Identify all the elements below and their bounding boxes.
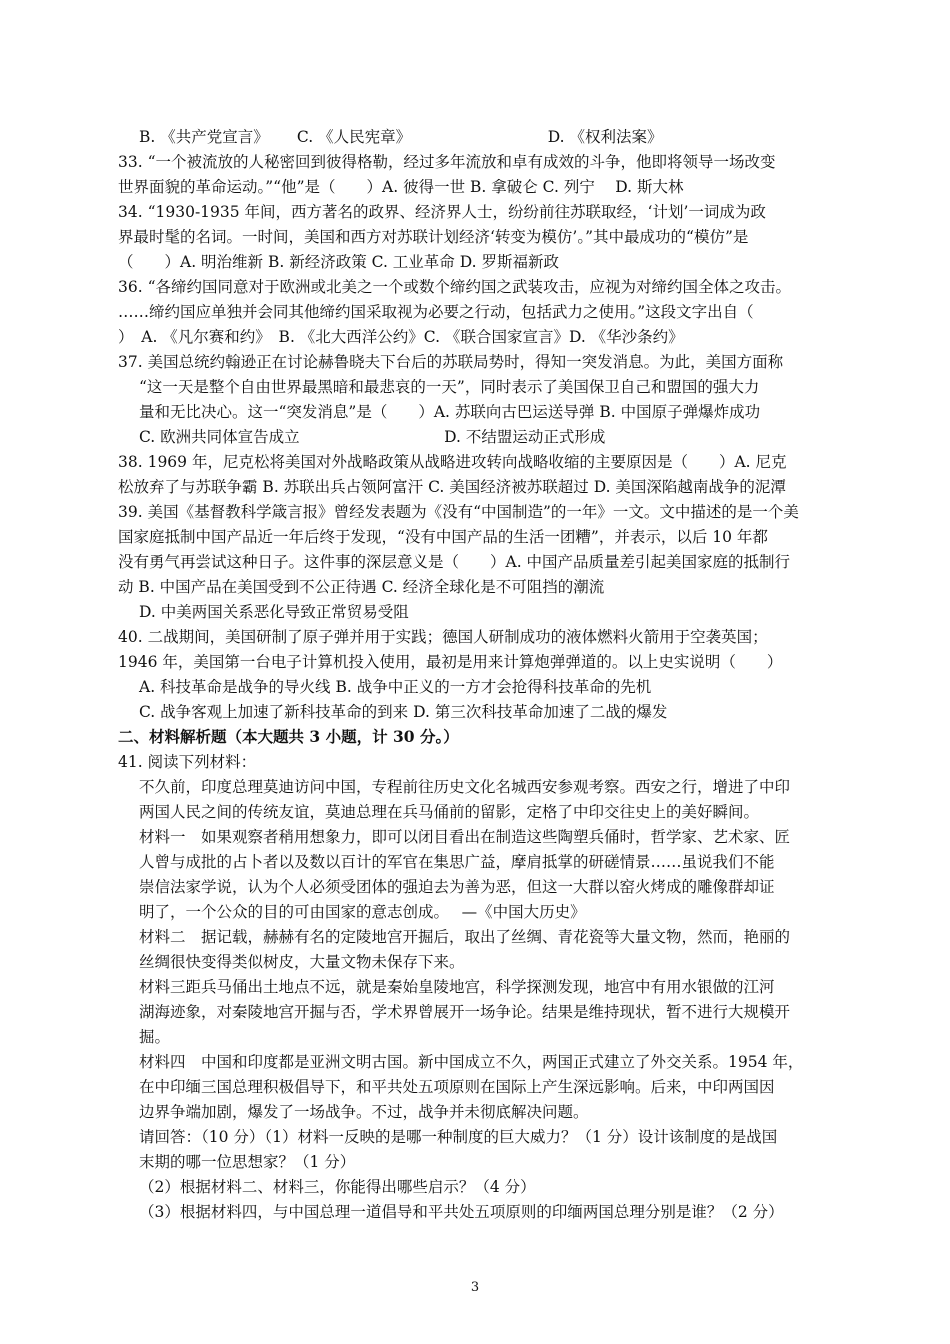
material-three: 材料三距兵马俑出土地点不远，就是秦始皇陵地宫，科学探测发现，地宫中有用水银做的江河 [139,978,775,996]
q34-text: 界最时髦的名词。一时间，美国和西方对苏联计划经济‘转变为模仿’。”其中最成功的“模仿”是 [118,228,749,246]
q41-question: 末期的哪一位思想家？（1 分） [139,1153,356,1171]
material-three: 掘。 [139,1028,171,1046]
material-four: 材料四 中国和印度都是亚洲文明古国。新中国成立不久，两国正式建立了外交关系。1954 年， [139,1053,804,1071]
material-two: 材料二 据记载，赫赫有名的定陵地宫开掘后，取出了丝绸、青花瓷等大量文物，然而，艳丽的 [139,928,791,946]
q39-options: 动 B. 中国产品在美国受到不公正待遇 C. 经济全球化是不可阻挡的潮流 [118,578,605,596]
q40-text: 1946 年，美国第一台电子计算机投入使用，最初是用来计算炮弹弹道的。以上史实说明（ ） [118,653,783,671]
q39-text: 没有勇气再尝试这种日子。这件事的深层意义是（ ）A. 中国产品质量差引起美国家庭的抵制行 [118,553,791,571]
material-intro: 两国人民之间的传统友谊，莫迪总理在兵马俑前的留影，定格了中印交往史上的美好瞬间。 [139,803,760,821]
q40-text: 40. 二战期间，美国研制了原子弹并用于实践；德国人研制成功的液体燃料火箭用于空袭英国； [118,628,768,646]
material-three: 湖海迹象，对秦陵地宫开掘与否，学术界曾展开一场争论。结果是维持现状，暂不进行大规模开 [139,1003,791,1021]
q41-heading: 41. 阅读下列材料： [118,753,257,771]
q38-options: 松放弃了与苏联争霸 B. 苏联出兵占领阿富汗 C. 美国经济被苏联超过 D. 美国深陷越南战争的泥潭 [118,478,786,496]
q36-text: ……缔约国应单独并会同其他缔约国采取视为必要之行动，包括武力之使用。”这段文字出自（ [118,303,754,321]
q40-options: C. 战争客观上加速了新科技革命的到来 D. 第三次科技革命加速了二战的爆发 [139,703,668,721]
q36-text: 36. “各缔约国同意对于欧洲或北美之一个或数个缔约国之武装攻击，应视为对缔约国全体之攻击。 [118,278,792,296]
material-one: 人曾与成批的占卜者以及数以百计的军官在集思广益，摩肩抵掌的研磋情景……虽说我们不能 [139,853,775,871]
material-one: 明了，一个公众的目的可由国家的意志创成。 —《中国大历史》 [139,903,586,921]
q34-options: （ ）A. 明治维新 B. 新经济政策 C. 工业革命 D. 罗斯福新政 [118,253,559,271]
material-one: 材料一 如果观察者稍用想象力，即可以闭目看出在制造这些陶塑兵俑时，哲学家、艺术家、匠 [139,828,791,846]
q40-options: A. 科技革命是战争的导火线 B. 战争中正义的一方才会抢得科技革命的先机 [139,678,652,696]
q41-question: 请回答：（10 分）（1）材料一反映的是哪一种制度的巨大威力？（1 分）设计该制度的是战国 [139,1128,778,1146]
material-intro: 不久前，印度总理莫迪访问中国，专程前往历史文化名城西安参观考察。西安之行，增进了中印 [139,778,791,796]
q37-text: “这一天是整个自由世界最黑暗和最悲哀的一天”，同时表示了美国保卫自己和盟国的强大力 [139,378,760,396]
q39-text: 39. 美国《基督教科学箴言报》曾经发表题为《没有“中国制造”的一年》一文。文中描述的是一个美 [118,503,799,521]
material-four: 在中印缅三国总理积极倡导下，和平共处五项原则在国际上产生深远影响。后来，中印两国因 [139,1078,775,1096]
material-two: 丝绸很快变得类似树皮，大量文物未保存下来。 [139,953,465,971]
q38-text: 38. 1969 年，尼克松将美国对外战略政策从战略进攻转向战略收缩的主要原因是（ ）A. 尼克 [118,453,787,471]
q37-text: 量和无比决心。这一“突发消息”是（ ）A. 苏联向古巴运送导弹 B. 中国原子弹爆炸成功 [139,403,761,421]
q37-text: 37. 美国总统约翰逊正在讨论赫鲁晓夫下台后的苏联局势时，得知一突发消息。为此，美国方面称 [118,353,784,371]
material-four: 边界争端加剧，爆发了一场战争。不过，战争并未彻底解决问题。 [139,1103,589,1121]
q37-options: C. 欧洲共同体宣告成立 D. 不结盟运动正式形成 [139,428,606,446]
q34-text: 34. “1930-1935 年间，西方著名的政界、经济界人士，纷纷前往苏联取经，‘计划’一词成为政 [118,203,766,221]
material-one: 崇信法家学说，认为个人必须受团体的强迫去为善为恶，但这一大群以窑火烤成的雕像群却证 [139,878,775,896]
q39-text: 国家庭抵制中国产品近一年后终于发现，“没有中国产品的生活一团糟”，并表示，以后 10 年都 [118,528,768,546]
q39-options: D. 中美两国关系恶化导致正常贸易受阻 [139,603,409,621]
q41-question: （2）根据材料二、材料三，你能得出哪些启示？（4 分） [139,1178,536,1196]
q32-options: B. 《共产党宣言》 C. 《人民宪章》 D. 《权利法案》 [139,128,663,146]
page-number: 3 [470,1280,480,1295]
section-heading: 二、材料解析题（本大题共 3 小题，计 30 分。） [118,727,459,746]
q33-options: 世界面貌的革命运动。”“他”是（ ）A. 彼得一世 B. 拿破仑 C. 列宁 D. 斯大林 [118,178,684,196]
q33-text: 33. “一个被流放的人秘密回到彼得格勒，经过多年流放和卓有成效的斗争，他即将领导一场改变 [118,153,776,171]
q41-question: （3）根据材料四，与中国总理一道倡导和平共处五项原则的印缅两国总理分别是谁？（2 分） [139,1203,784,1221]
q36-options: ） A. 《凡尔赛和约》 B. 《北大西洋公约》C. 《联合国家宣言》D. 《华沙条约》 [118,328,684,346]
